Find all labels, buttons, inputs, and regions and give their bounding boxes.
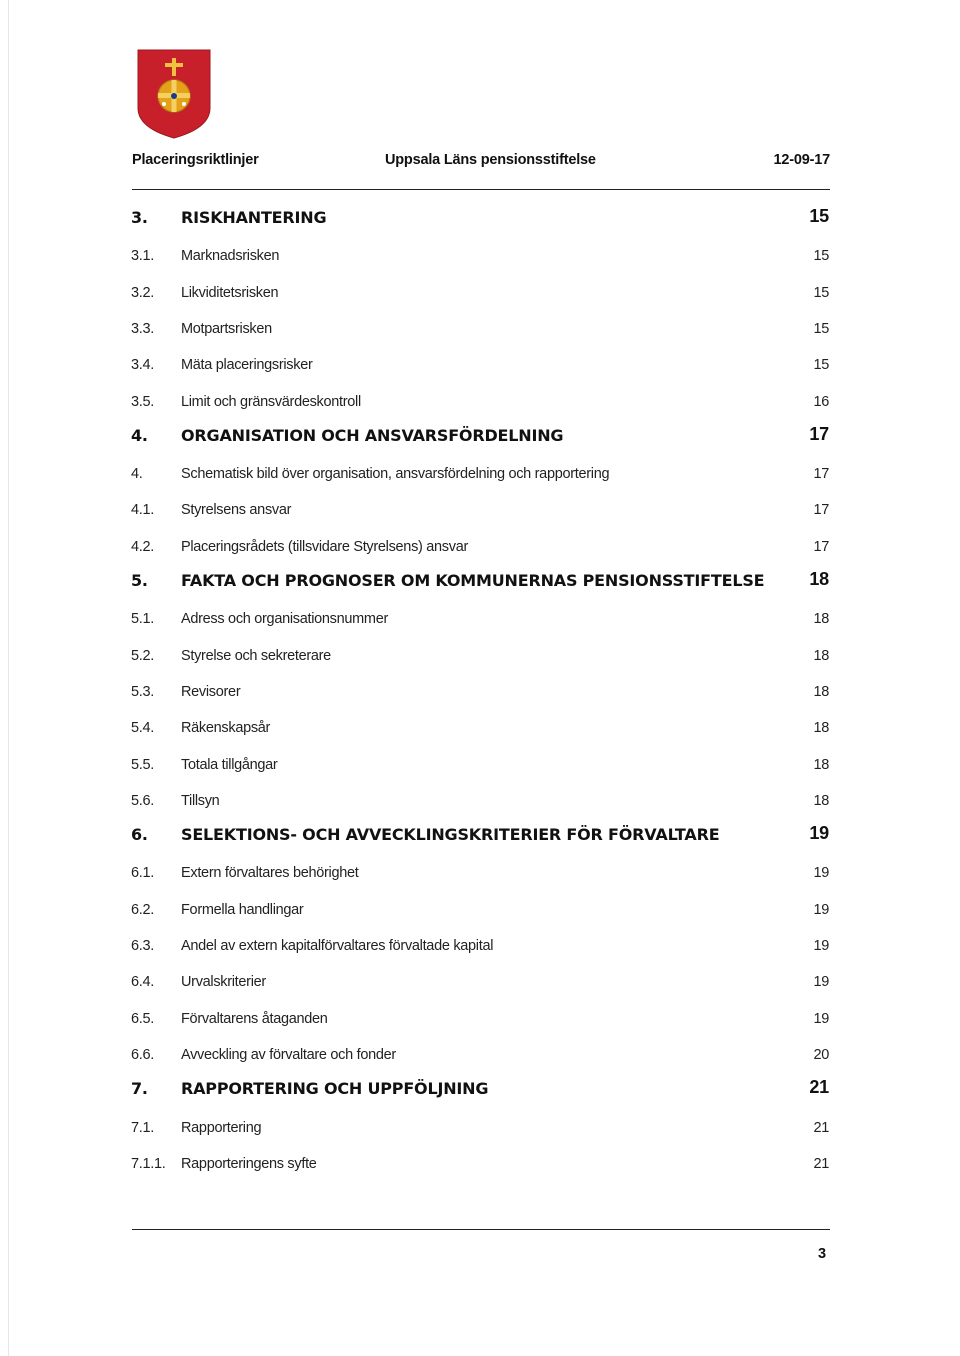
toc-entry-number: 6.4. bbox=[131, 974, 154, 990]
toc-entry-page: 18 bbox=[813, 611, 829, 627]
toc-section-heading[interactable] bbox=[0, 426, 960, 448]
county-crest-logo bbox=[136, 48, 212, 140]
toc-entry-number: 3.3. bbox=[131, 321, 154, 337]
toc-entry-title: Placeringsrådets (tillsvidare Styrelsens) ansvar bbox=[181, 539, 468, 555]
footer-rule bbox=[132, 1229, 830, 1230]
toc-entry-number: 6.5. bbox=[131, 1011, 154, 1027]
toc-entry-title: FAKTA OCH PROGNOSER OM KOMMUNERNAS PENSIONSSTIFTELSE bbox=[181, 571, 765, 590]
toc-entry[interactable] bbox=[0, 684, 960, 706]
toc-entry[interactable] bbox=[0, 502, 960, 524]
toc-entry[interactable] bbox=[0, 938, 960, 960]
toc-entry-number: 4.2. bbox=[131, 539, 154, 555]
header-rule bbox=[132, 189, 830, 190]
toc-entry-number: 6.1. bbox=[131, 865, 154, 881]
toc-entry-page: 19 bbox=[813, 902, 829, 918]
toc-entry-page: 18 bbox=[809, 569, 829, 589]
toc-entry-number: 5.2. bbox=[131, 648, 154, 664]
toc-entry-title: SELEKTIONS- OCH AVVECKLINGSKRITERIER FÖR FÖRVALTARE bbox=[181, 825, 720, 844]
toc-entry-page: 15 bbox=[813, 321, 829, 337]
toc-entry-page: 19 bbox=[813, 1011, 829, 1027]
toc-entry-title: Andel av extern kapitalförvaltares förvaltade kapital bbox=[181, 938, 494, 954]
toc-entry-title: Räkenskapsår bbox=[181, 720, 271, 736]
toc-entry-title: Mäta placeringsrisker bbox=[181, 357, 313, 373]
toc-entry[interactable] bbox=[0, 1047, 960, 1069]
toc-entry[interactable] bbox=[0, 539, 960, 561]
toc-entry-page: 21 bbox=[809, 1077, 829, 1097]
toc-entry-title: RISKHANTERING bbox=[181, 208, 327, 227]
toc-entry-title: Limit och gränsvärdeskontroll bbox=[181, 394, 361, 410]
toc-entry-page: 18 bbox=[813, 684, 829, 700]
toc-entry-title: Extern förvaltares behörighet bbox=[181, 865, 359, 881]
toc-entry-title: Motpartsrisken bbox=[181, 321, 272, 337]
toc-entry-page: 15 bbox=[813, 248, 829, 264]
toc-entry-title: Styrelsens ansvar bbox=[181, 502, 292, 518]
toc-entry[interactable] bbox=[0, 1156, 960, 1178]
toc-entry-number: 5.1. bbox=[131, 611, 154, 627]
toc-entry-number: 5.3. bbox=[131, 684, 154, 700]
toc-entry-number: 6.6. bbox=[131, 1047, 154, 1063]
toc-entry-number: 5.6. bbox=[131, 793, 154, 809]
toc-entry-number: 3.5. bbox=[131, 394, 154, 410]
toc-entry-page: 19 bbox=[813, 865, 829, 881]
toc-entry-number: 7.1. bbox=[131, 1120, 154, 1136]
toc-entry[interactable] bbox=[0, 865, 960, 887]
toc-section-heading[interactable] bbox=[0, 208, 960, 230]
toc-entry-page: 17 bbox=[809, 424, 829, 444]
toc-entry-number: 5.5. bbox=[131, 757, 154, 773]
toc-entry-number: 4.1. bbox=[131, 502, 154, 518]
toc-entry-title: Förvaltarens åtaganden bbox=[181, 1011, 328, 1027]
toc-entry-number: 7.1.1. bbox=[131, 1156, 166, 1172]
toc-entry[interactable] bbox=[0, 902, 960, 924]
toc-entry-number: 6.2. bbox=[131, 902, 154, 918]
toc-entry-number: 3.2. bbox=[131, 285, 154, 301]
toc-entry-page: 21 bbox=[813, 1156, 829, 1172]
toc-entry-title: Marknadsrisken bbox=[181, 248, 280, 264]
toc-entry-page: 19 bbox=[813, 974, 829, 990]
page-number: 3 bbox=[818, 1246, 827, 1262]
toc-entry[interactable] bbox=[0, 248, 960, 270]
toc-entry-title: Adress och organisationsnummer bbox=[181, 611, 388, 627]
toc-entry[interactable] bbox=[0, 611, 960, 633]
toc-section-heading[interactable] bbox=[0, 571, 960, 593]
toc-entry-title: Styrelse och sekreterare bbox=[181, 648, 331, 664]
toc-section-heading[interactable] bbox=[0, 1079, 960, 1101]
toc-entry-page: 18 bbox=[813, 793, 829, 809]
toc-entry-title: RAPPORTERING OCH UPPFÖLJNING bbox=[181, 1079, 489, 1098]
toc-entry[interactable] bbox=[0, 321, 960, 343]
document-title: Placeringsriktlinjer bbox=[132, 152, 259, 168]
toc-entry-page: 19 bbox=[813, 938, 829, 954]
toc-entry-page: 17 bbox=[813, 466, 829, 482]
toc-entry-title: Likviditetsrisken bbox=[181, 285, 279, 301]
toc-entry[interactable] bbox=[0, 285, 960, 307]
toc-entry[interactable] bbox=[0, 720, 960, 742]
toc-entry-page: 21 bbox=[813, 1120, 829, 1136]
toc-entry-page: 18 bbox=[813, 757, 829, 773]
toc-entry-number: 5.4. bbox=[131, 720, 154, 736]
toc-entry-page: 16 bbox=[813, 394, 829, 410]
toc-entry-title: Rapportering bbox=[181, 1120, 262, 1136]
toc-entry[interactable] bbox=[0, 793, 960, 815]
toc-entry-page: 15 bbox=[813, 285, 829, 301]
toc-entry-page: 15 bbox=[813, 357, 829, 373]
toc-entry-number: 4. bbox=[131, 426, 148, 445]
toc-entry-page: 20 bbox=[813, 1047, 829, 1063]
toc-entry-title: Urvalskriterier bbox=[181, 974, 266, 990]
toc-entry-page: 19 bbox=[809, 823, 829, 843]
toc-entry-title: Avveckling av förvaltare och fonder bbox=[181, 1047, 396, 1063]
toc-entry-number: 3.1. bbox=[131, 248, 154, 264]
toc-entry-title: Revisorer bbox=[181, 684, 241, 700]
toc-entry-number: 4. bbox=[131, 466, 143, 482]
toc-entry[interactable] bbox=[0, 648, 960, 670]
toc-entry-page: 18 bbox=[813, 720, 829, 736]
toc-entry-title: Formella handlingar bbox=[181, 902, 304, 918]
toc-entry-number: 6. bbox=[131, 825, 148, 844]
toc-entry[interactable] bbox=[0, 757, 960, 779]
toc-entry-title: Totala tillgångar bbox=[181, 757, 278, 773]
toc-entry[interactable] bbox=[0, 1011, 960, 1033]
organization-name: Uppsala Läns pensionsstiftelse bbox=[385, 152, 596, 168]
document-date: 12-09-17 bbox=[773, 152, 830, 168]
toc-entry[interactable] bbox=[0, 974, 960, 996]
toc-entry-number: 3.4. bbox=[131, 357, 154, 373]
page-header bbox=[132, 152, 830, 174]
toc-entry-number: 3. bbox=[131, 208, 148, 227]
toc-entry-page: 17 bbox=[813, 539, 829, 555]
toc-entry-number: 5. bbox=[131, 571, 148, 590]
toc-entry[interactable] bbox=[0, 357, 960, 379]
toc-entry[interactable] bbox=[0, 1120, 960, 1142]
toc-entry-title: ORGANISATION OCH ANSVARSFÖRDELNING bbox=[181, 426, 564, 445]
toc-entry-page: 15 bbox=[809, 206, 829, 226]
toc-entry-page: 17 bbox=[813, 502, 829, 518]
toc-entry-page: 18 bbox=[813, 648, 829, 664]
toc-entry-number: 6.3. bbox=[131, 938, 154, 954]
toc-section-heading[interactable] bbox=[0, 825, 960, 847]
toc-entry[interactable] bbox=[0, 466, 960, 488]
toc-entry-title: Schematisk bild över organisation, ansvarsfördelning och rapportering bbox=[181, 466, 610, 482]
scan-edge bbox=[8, 0, 9, 1356]
toc-entry-title: Tillsyn bbox=[181, 793, 220, 809]
toc-entry[interactable] bbox=[0, 394, 960, 416]
toc-entry-number: 7. bbox=[131, 1079, 148, 1098]
toc-entry-title: Rapporteringens syfte bbox=[181, 1156, 317, 1172]
